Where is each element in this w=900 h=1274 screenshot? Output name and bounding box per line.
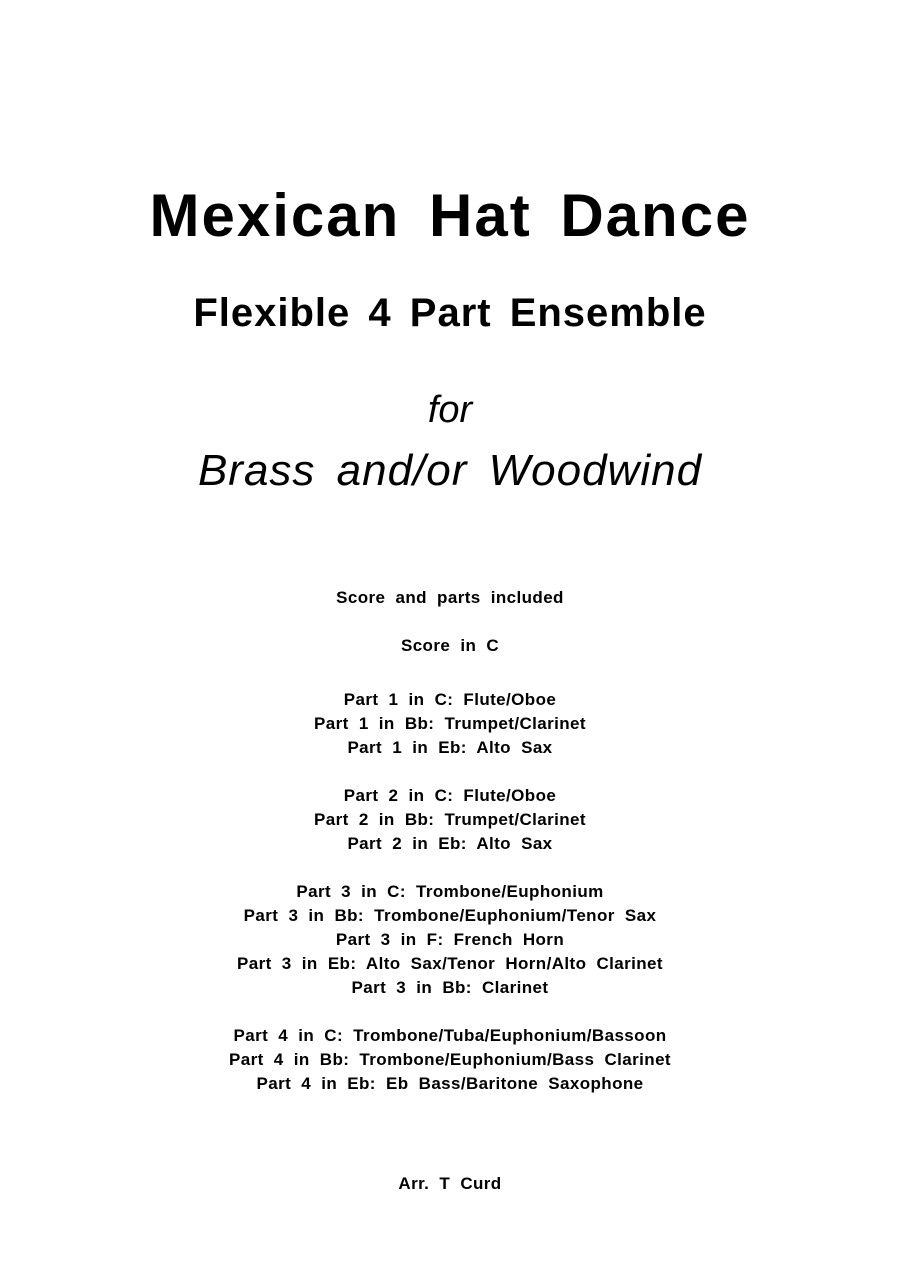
part-line: Part 3 in Eb: Alto Sax/Tenor Horn/Alto Clarinet: [237, 954, 663, 973]
part-line: Part 1 in Eb: Alto Sax: [347, 738, 553, 757]
parts-list: [0, 688, 900, 1096]
part-line: Part 1 in C: Flute/Oboe: [343, 690, 557, 709]
for-label: for: [427, 389, 473, 431]
part-line: Part 1 in Bb: Trumpet/Clarinet: [314, 714, 586, 733]
part-line: Part 3 in C: Trombone/Euphonium: [296, 882, 604, 901]
part-group-3: [0, 880, 900, 1000]
part-line: Part 4 in Eb: Eb Bass/Baritone Saxophone: [256, 1074, 644, 1093]
part-group-4: [0, 1024, 900, 1096]
arranger-credit: Arr. T Curd: [398, 1174, 502, 1193]
page-subtitle: Flexible 4 Part Ensemble: [193, 291, 707, 335]
part-group-1: [0, 688, 900, 760]
part-line: Part 2 in Bb: Trumpet/Clarinet: [314, 810, 586, 829]
part-line: Part 3 in Bb: Trombone/Euphonium/Tenor Sax: [243, 906, 657, 925]
part-group-2: [0, 784, 900, 856]
part-line: Part 2 in C: Flute/Oboe: [343, 786, 557, 805]
ensemble-type-label: Brass and/or Woodwind: [197, 446, 703, 495]
included-note: Score and parts included: [336, 588, 564, 607]
score-key-line: Score in C: [400, 636, 500, 655]
part-line: Part 3 in F: French Horn: [335, 930, 565, 949]
part-line: Part 4 in Bb: Trombone/Euphonium/Bass Clarinet: [228, 1050, 671, 1069]
part-line: Part 2 in Eb: Alto Sax: [347, 834, 553, 853]
page-title: Mexican Hat Dance: [149, 182, 751, 249]
part-line: Part 3 in Bb: Clarinet: [351, 978, 549, 997]
part-line: Part 4 in C: Trombone/Tuba/Euphonium/Bassoon: [233, 1026, 667, 1045]
